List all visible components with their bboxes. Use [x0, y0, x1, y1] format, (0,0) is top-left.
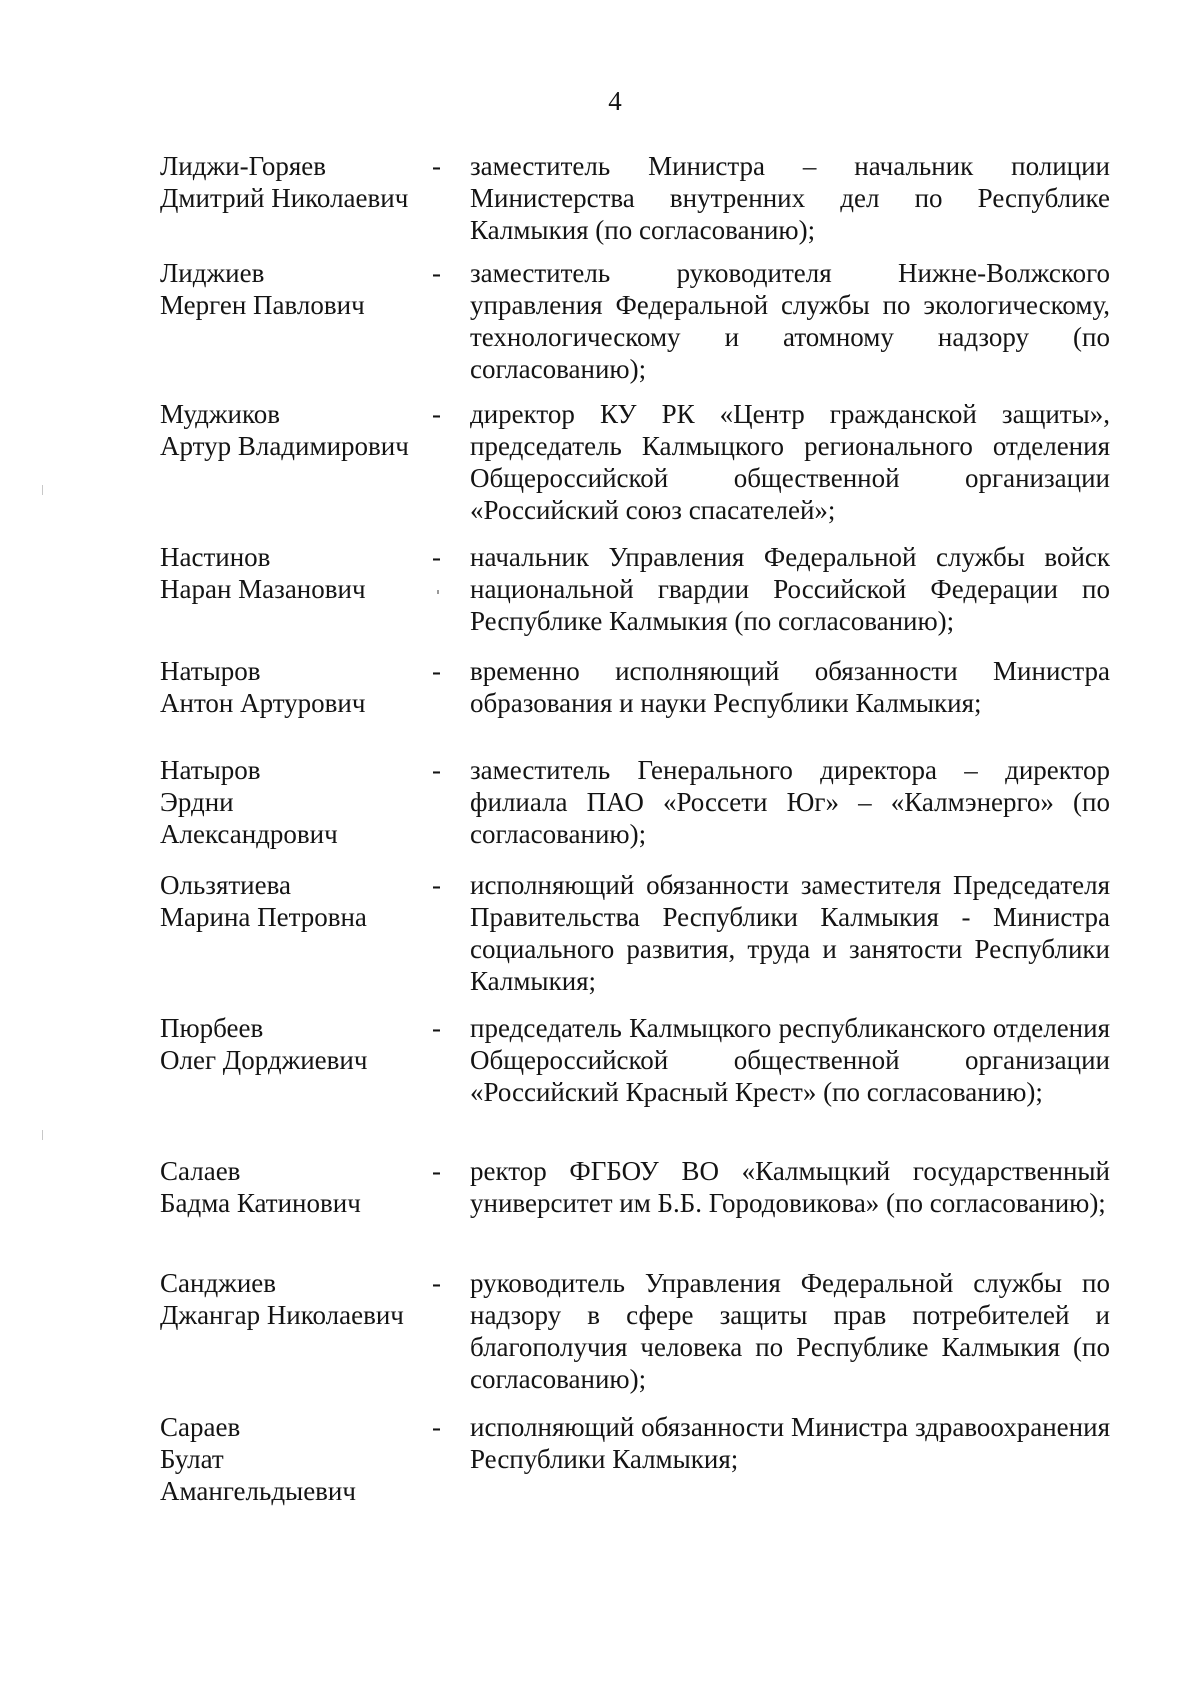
list-item [160, 1155, 1120, 1285]
person-name [160, 1012, 445, 1076]
surname: Натыров [160, 656, 261, 686]
separator-dash: - [432, 542, 441, 572]
given-names: Бадма Катинович [160, 1188, 361, 1218]
person-name [160, 1155, 445, 1219]
list-item [160, 257, 1120, 387]
separator-dash: - [432, 755, 441, 785]
separator-dash: - [432, 399, 441, 429]
surname: Лиджи-Горяев [160, 151, 326, 181]
separator-dash: - [432, 1268, 441, 1298]
surname: Салаев [160, 1156, 241, 1186]
separator-dash: - [432, 1412, 441, 1442]
position-description: ректор ФГБОУ ВО «Калмыцкий государственный университет им Б.Б. Городовикова» (по согласованию); [470, 1156, 1110, 1218]
given-names: Наран Мазанович [160, 574, 366, 604]
person-name [160, 754, 445, 850]
list-item [160, 398, 1120, 528]
person-name [160, 257, 445, 321]
person-name [160, 541, 445, 605]
surname: Настинов [160, 542, 271, 572]
position-description: временно исполняющий обязанности Министра образования и науки Республики Калмыкия; [470, 656, 1110, 718]
list-item [160, 1411, 1120, 1541]
separator-dash: - [432, 258, 441, 288]
position-description: заместитель Генерального директора – директор филиала ПАО «Россети Юг» – «Калмэнерго» (по согласованию); [470, 755, 1110, 849]
position-description: руководитель Управления Федеральной службы по надзору в сфере защиты прав потребителей и благополучия человека по Республике Калмыкия (по согласованию); [470, 1268, 1110, 1394]
person-name [160, 655, 445, 719]
separator-dash: - [432, 1013, 441, 1043]
surname: Санджиев [160, 1268, 277, 1298]
separator-dash: - [432, 870, 441, 900]
given-names: Марина Петровна [160, 902, 367, 932]
surname: Ользятиева [160, 870, 291, 900]
position-description: председатель Калмыцкого республиканского отделения Общероссийской общественной организации «Российский Красный Крест» (по согласованию); [470, 1013, 1110, 1107]
given-names: Олег Дорджиевич [160, 1045, 368, 1075]
surname: Натыров [160, 755, 261, 785]
person-name [160, 1411, 445, 1507]
list-item [160, 541, 1120, 671]
position-description: заместитель руководителя Нижне-Волжского управления Федеральной службы по экологическому, технологическому и атомному надзору (по согласованию); [470, 258, 1110, 384]
scan-artifact [42, 1130, 43, 1140]
surname: Пюрбеев [160, 1013, 264, 1043]
surname: Лиджиев [160, 258, 265, 288]
person-name [160, 869, 445, 933]
person-name [160, 1267, 445, 1331]
person-name [160, 398, 445, 462]
position-description: исполняющий обязанности заместителя Председателя Правительства Республики Калмыкия - Министра социального развития, труда и занятости Республики Калмыкия; [470, 870, 1110, 996]
surname: Муджиков [160, 399, 280, 429]
position-description: исполняющий обязанности Министра здравоохранения Республики Калмыкия; [470, 1412, 1110, 1474]
position-description: директор КУ РК «Центр гражданской защиты», председатель Калмыцкого регионального отделения Общероссийской общественной организации «Российский союз спасателей»; [470, 399, 1110, 525]
surname: Сараев [160, 1412, 241, 1442]
person-name [160, 150, 445, 214]
separator-dash: - [432, 151, 441, 181]
given-names: Дмитрий Николаевич [160, 183, 409, 213]
list-item [160, 754, 1120, 884]
separator-dash: - [432, 656, 441, 686]
given-names: Булат [160, 1444, 224, 1474]
separator-dash: - [432, 1156, 441, 1186]
list-item [160, 1012, 1120, 1142]
position-description: заместитель Министра – начальник полиции Министерства внутренних дел по Республике Калмыкия (по согласованию); [470, 151, 1110, 245]
patronymic: Амангельдыевич [160, 1476, 356, 1506]
position-description: начальник Управления Федеральной службы войск национальной гвардии Российской Федерации по Республике Калмыкия (по согласованию); [470, 542, 1110, 636]
given-names: Мерген Павлович [160, 290, 365, 320]
list-item [160, 869, 1120, 999]
given-names: Артур Владимирович [160, 431, 409, 461]
given-names: Джангар Николаевич [160, 1300, 404, 1330]
list-item [160, 1267, 1120, 1397]
given-names: Эрдни [160, 787, 234, 817]
given-names: Антон Артурович [160, 688, 366, 718]
scan-artifact [437, 590, 439, 594]
page-number: 4 [608, 86, 622, 116]
scan-artifact [42, 485, 43, 495]
patronymic: Александрович [160, 819, 338, 849]
